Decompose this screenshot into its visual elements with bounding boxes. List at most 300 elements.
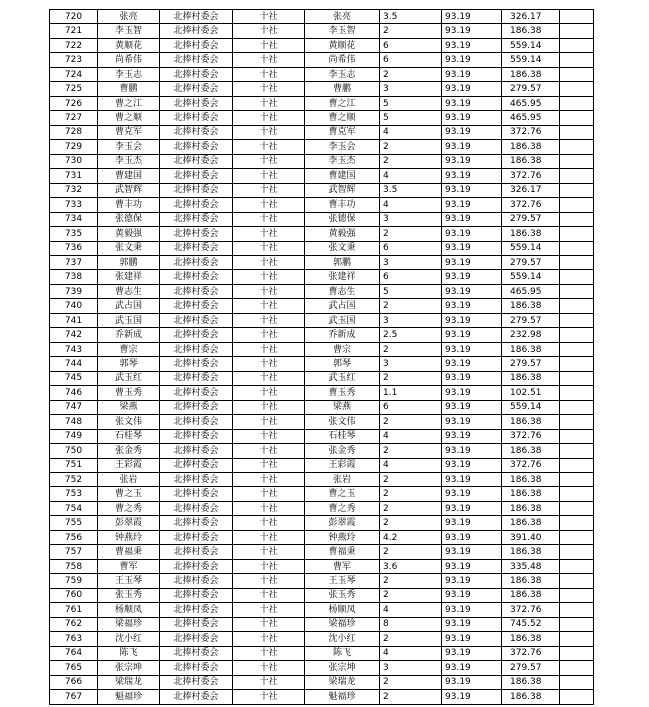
unit-price-cell: 93.19	[442, 661, 502, 675]
owner-name-cell: 杨顺凤	[98, 603, 160, 617]
quantity-cell: 3	[380, 357, 442, 371]
payee-name-cell: 梁燕	[305, 400, 380, 414]
quantity-cell: 4	[380, 169, 442, 183]
group-name-cell: 十社	[233, 400, 305, 414]
row-number-cell: 743	[50, 342, 98, 356]
payee-name-cell: 李玉会	[305, 140, 380, 154]
amount-cell: 186.38	[502, 690, 560, 704]
amount-cell: 326.17	[502, 10, 560, 24]
group-name-cell: 十社	[233, 53, 305, 67]
owner-name-cell: 曹福秉	[98, 545, 160, 559]
village-committee-cell: 北捧村委会	[160, 690, 233, 704]
table-row	[50, 96, 594, 110]
village-committee-cell: 北捧村委会	[160, 140, 233, 154]
payee-name-cell: 曹之秀	[305, 501, 380, 515]
village-committee-cell: 北捧村委会	[160, 632, 233, 646]
blank-cell	[560, 473, 594, 487]
owner-name-cell: 梁瑞龙	[98, 675, 160, 689]
quantity-cell: 4	[380, 603, 442, 617]
village-committee-cell: 北捧村委会	[160, 111, 233, 125]
amount-cell: 372.76	[502, 646, 560, 660]
amount-cell: 186.38	[502, 574, 560, 588]
table-row	[50, 501, 594, 515]
row-number-cell: 735	[50, 227, 98, 241]
amount-cell: 279.57	[502, 82, 560, 96]
group-name-cell: 十社	[233, 545, 305, 559]
quantity-cell: 2.5	[380, 328, 442, 342]
payee-name-cell: 杨顺凤	[305, 603, 380, 617]
blank-cell	[560, 24, 594, 38]
quantity-cell: 2	[380, 444, 442, 458]
blank-cell	[560, 501, 594, 515]
unit-price-cell: 93.19	[442, 588, 502, 602]
group-name-cell: 十社	[233, 82, 305, 96]
row-number-cell: 761	[50, 603, 98, 617]
table-row	[50, 198, 594, 212]
unit-price-cell: 93.19	[442, 24, 502, 38]
owner-name-cell: 张宗坤	[98, 661, 160, 675]
village-committee-cell: 北捧村委会	[160, 545, 233, 559]
quantity-cell: 3	[380, 82, 442, 96]
owner-name-cell: 李玉会	[98, 140, 160, 154]
group-name-cell: 十社	[233, 371, 305, 385]
owner-name-cell: 沈小红	[98, 632, 160, 646]
payee-name-cell: 张亮	[305, 10, 380, 24]
payee-name-cell: 曹之玉	[305, 487, 380, 501]
group-name-cell: 十社	[233, 125, 305, 139]
owner-name-cell: 王玉琴	[98, 574, 160, 588]
row-number-cell: 727	[50, 111, 98, 125]
table-row	[50, 67, 594, 81]
quantity-cell: 5	[380, 111, 442, 125]
village-committee-cell: 北捧村委会	[160, 444, 233, 458]
row-number-cell: 758	[50, 559, 98, 573]
blank-cell	[560, 574, 594, 588]
group-name-cell: 十社	[233, 183, 305, 197]
owner-name-cell: 曹鹏	[98, 82, 160, 96]
quantity-cell: 2	[380, 342, 442, 356]
unit-price-cell: 93.19	[442, 603, 502, 617]
owner-name-cell: 陈飞	[98, 646, 160, 660]
owner-name-cell: 梁燕	[98, 400, 160, 414]
unit-price-cell: 93.19	[442, 111, 502, 125]
table-row	[50, 487, 594, 501]
quantity-cell: 2	[380, 154, 442, 168]
amount-cell: 186.38	[502, 227, 560, 241]
amount-cell: 372.76	[502, 458, 560, 472]
owner-name-cell: 梁福珍	[98, 617, 160, 631]
village-committee-cell: 北捧村委会	[160, 313, 233, 327]
table-row	[50, 313, 594, 327]
amount-cell: 186.38	[502, 371, 560, 385]
village-committee-cell: 北捧村委会	[160, 603, 233, 617]
quantity-cell: 5	[380, 284, 442, 298]
village-committee-cell: 北捧村委会	[160, 617, 233, 631]
village-committee-cell: 北捧村委会	[160, 270, 233, 284]
row-number-cell: 762	[50, 617, 98, 631]
row-number-cell: 728	[50, 125, 98, 139]
group-name-cell: 十社	[233, 10, 305, 24]
payee-name-cell: 张宗坤	[305, 661, 380, 675]
payee-name-cell: 魁福珍	[305, 690, 380, 704]
row-number-cell: 750	[50, 444, 98, 458]
payee-name-cell: 曹鹏	[305, 82, 380, 96]
table-row	[50, 371, 594, 385]
blank-cell	[560, 10, 594, 24]
amount-cell: 372.76	[502, 429, 560, 443]
group-name-cell: 十社	[233, 328, 305, 342]
payee-name-cell: 黄毅强	[305, 227, 380, 241]
blank-cell	[560, 82, 594, 96]
unit-price-cell: 93.19	[442, 38, 502, 52]
amount-cell: 186.38	[502, 516, 560, 530]
group-name-cell: 十社	[233, 24, 305, 38]
row-number-cell: 745	[50, 371, 98, 385]
village-committee-cell: 北捧村委会	[160, 169, 233, 183]
payee-name-cell: 武占国	[305, 299, 380, 313]
payee-name-cell: 曹之江	[305, 96, 380, 110]
owner-name-cell: 王彩霞	[98, 458, 160, 472]
blank-cell	[560, 516, 594, 530]
group-name-cell: 十社	[233, 632, 305, 646]
group-name-cell: 十社	[233, 444, 305, 458]
village-committee-cell: 北捧村委会	[160, 96, 233, 110]
quantity-cell: 3.6	[380, 559, 442, 573]
unit-price-cell: 93.19	[442, 53, 502, 67]
owner-name-cell: 曹之玉	[98, 487, 160, 501]
amount-cell: 559.14	[502, 38, 560, 52]
payee-name-cell: 张德保	[305, 212, 380, 226]
table-body	[50, 10, 594, 705]
quantity-cell: 6	[380, 38, 442, 52]
row-number-cell: 722	[50, 38, 98, 52]
amount-cell: 186.38	[502, 487, 560, 501]
group-name-cell: 十社	[233, 473, 305, 487]
unit-price-cell: 93.19	[442, 371, 502, 385]
payee-name-cell: 王玉琴	[305, 574, 380, 588]
owner-name-cell: 曹军	[98, 559, 160, 573]
amount-cell: 186.38	[502, 299, 560, 313]
unit-price-cell: 93.19	[442, 501, 502, 515]
unit-price-cell: 93.19	[442, 284, 502, 298]
owner-name-cell: 曹之江	[98, 96, 160, 110]
payee-name-cell: 曹之顺	[305, 111, 380, 125]
row-number-cell: 748	[50, 415, 98, 429]
payee-name-cell: 李玉杰	[305, 154, 380, 168]
row-number-cell: 726	[50, 96, 98, 110]
owner-name-cell: 黄顺花	[98, 38, 160, 52]
quantity-cell: 2	[380, 574, 442, 588]
quantity-cell: 2	[380, 690, 442, 704]
quantity-cell: 4	[380, 429, 442, 443]
village-committee-cell: 北捧村委会	[160, 473, 233, 487]
payee-name-cell: 李玉志	[305, 67, 380, 81]
blank-cell	[560, 125, 594, 139]
quantity-cell: 3	[380, 255, 442, 269]
table-row	[50, 429, 594, 443]
amount-cell: 186.38	[502, 140, 560, 154]
table-row	[50, 357, 594, 371]
blank-cell	[560, 342, 594, 356]
quantity-cell: 2	[380, 632, 442, 646]
village-committee-cell: 北捧村委会	[160, 661, 233, 675]
table-row	[50, 82, 594, 96]
village-committee-cell: 北捧村委会	[160, 487, 233, 501]
row-number-cell: 732	[50, 183, 98, 197]
row-number-cell: 746	[50, 386, 98, 400]
amount-cell: 559.14	[502, 400, 560, 414]
row-number-cell: 767	[50, 690, 98, 704]
blank-cell	[560, 183, 594, 197]
village-committee-cell: 北捧村委会	[160, 530, 233, 544]
group-name-cell: 十社	[233, 574, 305, 588]
amount-cell: 102.51	[502, 386, 560, 400]
table-row	[50, 444, 594, 458]
unit-price-cell: 93.19	[442, 154, 502, 168]
row-number-cell: 757	[50, 545, 98, 559]
row-number-cell: 751	[50, 458, 98, 472]
row-number-cell: 733	[50, 198, 98, 212]
owner-name-cell: 张亮	[98, 10, 160, 24]
owner-name-cell: 张德保	[98, 212, 160, 226]
quantity-cell: 4	[380, 458, 442, 472]
row-number-cell: 738	[50, 270, 98, 284]
amount-cell: 745.52	[502, 617, 560, 631]
group-name-cell: 十社	[233, 313, 305, 327]
unit-price-cell: 93.19	[442, 574, 502, 588]
owner-name-cell: 钟燕玲	[98, 530, 160, 544]
quantity-cell: 4	[380, 125, 442, 139]
village-committee-cell: 北捧村委会	[160, 227, 233, 241]
quantity-cell: 2	[380, 545, 442, 559]
blank-cell	[560, 169, 594, 183]
village-committee-cell: 北捧村委会	[160, 588, 233, 602]
table-row	[50, 559, 594, 573]
payee-name-cell: 彭翠霞	[305, 516, 380, 530]
unit-price-cell: 93.19	[442, 140, 502, 154]
blank-cell	[560, 415, 594, 429]
quantity-cell: 6	[380, 270, 442, 284]
payee-name-cell: 王彩霞	[305, 458, 380, 472]
amount-cell: 372.76	[502, 603, 560, 617]
village-committee-cell: 北捧村委会	[160, 241, 233, 255]
village-committee-cell: 北捧村委会	[160, 53, 233, 67]
unit-price-cell: 93.19	[442, 313, 502, 327]
village-committee-cell: 北捧村委会	[160, 429, 233, 443]
payee-name-cell: 张文伟	[305, 415, 380, 429]
group-name-cell: 十社	[233, 588, 305, 602]
group-name-cell: 十社	[233, 415, 305, 429]
table-row	[50, 255, 594, 269]
row-number-cell: 744	[50, 357, 98, 371]
blank-cell	[560, 53, 594, 67]
group-name-cell: 十社	[233, 617, 305, 631]
quantity-cell: 2	[380, 227, 442, 241]
blank-cell	[560, 386, 594, 400]
amount-cell: 279.57	[502, 357, 560, 371]
payee-name-cell: 石桂琴	[305, 429, 380, 443]
table-row	[50, 603, 594, 617]
blank-cell	[560, 198, 594, 212]
village-committee-cell: 北捧村委会	[160, 559, 233, 573]
unit-price-cell: 93.19	[442, 227, 502, 241]
group-name-cell: 十社	[233, 140, 305, 154]
unit-price-cell: 93.19	[442, 632, 502, 646]
village-committee-cell: 北捧村委会	[160, 198, 233, 212]
village-committee-cell: 北捧村委会	[160, 212, 233, 226]
table-row	[50, 38, 594, 52]
unit-price-cell: 93.19	[442, 690, 502, 704]
table-row	[50, 516, 594, 530]
village-committee-cell: 北捧村委会	[160, 400, 233, 414]
village-committee-cell: 北捧村委会	[160, 675, 233, 689]
unit-price-cell: 93.19	[442, 357, 502, 371]
quantity-cell: 4.2	[380, 530, 442, 544]
row-number-cell: 749	[50, 429, 98, 443]
group-name-cell: 十社	[233, 299, 305, 313]
payee-name-cell: 曹建国	[305, 169, 380, 183]
row-number-cell: 723	[50, 53, 98, 67]
unit-price-cell: 93.19	[442, 183, 502, 197]
group-name-cell: 十社	[233, 67, 305, 81]
row-number-cell: 753	[50, 487, 98, 501]
owner-name-cell: 李玉杰	[98, 154, 160, 168]
owner-name-cell: 郭琴	[98, 357, 160, 371]
row-number-cell: 739	[50, 284, 98, 298]
amount-cell: 186.38	[502, 444, 560, 458]
quantity-cell: 2	[380, 675, 442, 689]
group-name-cell: 十社	[233, 241, 305, 255]
owner-name-cell: 乔新成	[98, 328, 160, 342]
group-name-cell: 十社	[233, 227, 305, 241]
amount-cell: 372.76	[502, 169, 560, 183]
row-number-cell: 760	[50, 588, 98, 602]
payee-name-cell: 曹福秉	[305, 545, 380, 559]
unit-price-cell: 93.19	[442, 559, 502, 573]
payee-name-cell: 曹志生	[305, 284, 380, 298]
blank-cell	[560, 661, 594, 675]
blank-cell	[560, 328, 594, 342]
blank-cell	[560, 255, 594, 269]
unit-price-cell: 93.19	[442, 646, 502, 660]
village-committee-cell: 北捧村委会	[160, 415, 233, 429]
payee-name-cell: 黄顺花	[305, 38, 380, 52]
blank-cell	[560, 646, 594, 660]
payee-name-cell: 钟燕玲	[305, 530, 380, 544]
table-row	[50, 111, 594, 125]
blank-cell	[560, 284, 594, 298]
group-name-cell: 十社	[233, 458, 305, 472]
unit-price-cell: 93.19	[442, 270, 502, 284]
village-committee-cell: 北捧村委会	[160, 183, 233, 197]
quantity-cell: 4	[380, 198, 442, 212]
group-name-cell: 十社	[233, 501, 305, 515]
blank-cell	[560, 632, 594, 646]
quantity-cell: 5	[380, 96, 442, 110]
amount-cell: 186.38	[502, 342, 560, 356]
quantity-cell: 2	[380, 487, 442, 501]
owner-name-cell: 曹宗	[98, 342, 160, 356]
quantity-cell: 6	[380, 400, 442, 414]
payee-name-cell: 张文秉	[305, 241, 380, 255]
village-committee-cell: 北捧村委会	[160, 67, 233, 81]
owner-name-cell: 张文伟	[98, 415, 160, 429]
amount-cell: 186.38	[502, 632, 560, 646]
quantity-cell: 3.5	[380, 10, 442, 24]
owner-name-cell: 武占国	[98, 299, 160, 313]
row-number-cell: 754	[50, 501, 98, 515]
blank-cell	[560, 588, 594, 602]
payee-name-cell: 沈小红	[305, 632, 380, 646]
amount-cell: 186.38	[502, 24, 560, 38]
group-name-cell: 十社	[233, 38, 305, 52]
row-number-cell: 747	[50, 400, 98, 414]
amount-cell: 186.38	[502, 501, 560, 515]
amount-cell: 372.76	[502, 198, 560, 212]
table-row	[50, 632, 594, 646]
amount-cell: 559.14	[502, 270, 560, 284]
row-number-cell: 741	[50, 313, 98, 327]
row-number-cell: 736	[50, 241, 98, 255]
village-committee-cell: 北捧村委会	[160, 386, 233, 400]
owner-name-cell: 张玉秀	[98, 588, 160, 602]
payee-name-cell: 张玉秀	[305, 588, 380, 602]
quantity-cell: 2	[380, 501, 442, 515]
unit-price-cell: 93.19	[442, 400, 502, 414]
unit-price-cell: 93.19	[442, 617, 502, 631]
village-committee-cell: 北捧村委会	[160, 328, 233, 342]
group-name-cell: 十社	[233, 690, 305, 704]
unit-price-cell: 93.19	[442, 516, 502, 530]
table-row	[50, 386, 594, 400]
village-committee-cell: 北捧村委会	[160, 516, 233, 530]
blank-cell	[560, 212, 594, 226]
row-number-cell: 730	[50, 154, 98, 168]
blank-cell	[560, 357, 594, 371]
owner-name-cell: 武玉国	[98, 313, 160, 327]
quantity-cell: 1.1	[380, 386, 442, 400]
row-number-cell: 729	[50, 140, 98, 154]
table-row	[50, 241, 594, 255]
table-row	[50, 328, 594, 342]
table-row	[50, 299, 594, 313]
quantity-cell: 4	[380, 646, 442, 660]
group-name-cell: 十社	[233, 342, 305, 356]
group-name-cell: 十社	[233, 386, 305, 400]
group-name-cell: 十社	[233, 111, 305, 125]
row-number-cell: 765	[50, 661, 98, 675]
row-number-cell: 734	[50, 212, 98, 226]
blank-cell	[560, 617, 594, 631]
blank-cell	[560, 530, 594, 544]
amount-cell: 279.57	[502, 212, 560, 226]
village-committee-cell: 北捧村委会	[160, 10, 233, 24]
row-number-cell: 764	[50, 646, 98, 660]
village-committee-cell: 北捧村委会	[160, 342, 233, 356]
unit-price-cell: 93.19	[442, 444, 502, 458]
group-name-cell: 十社	[233, 169, 305, 183]
blank-cell	[560, 227, 594, 241]
row-number-cell: 731	[50, 169, 98, 183]
table-row	[50, 530, 594, 544]
row-number-cell: 742	[50, 328, 98, 342]
row-number-cell: 755	[50, 516, 98, 530]
table-row	[50, 690, 594, 704]
amount-cell: 465.95	[502, 111, 560, 125]
owner-name-cell: 郭鹏	[98, 255, 160, 269]
unit-price-cell: 93.19	[442, 198, 502, 212]
row-number-cell: 752	[50, 473, 98, 487]
